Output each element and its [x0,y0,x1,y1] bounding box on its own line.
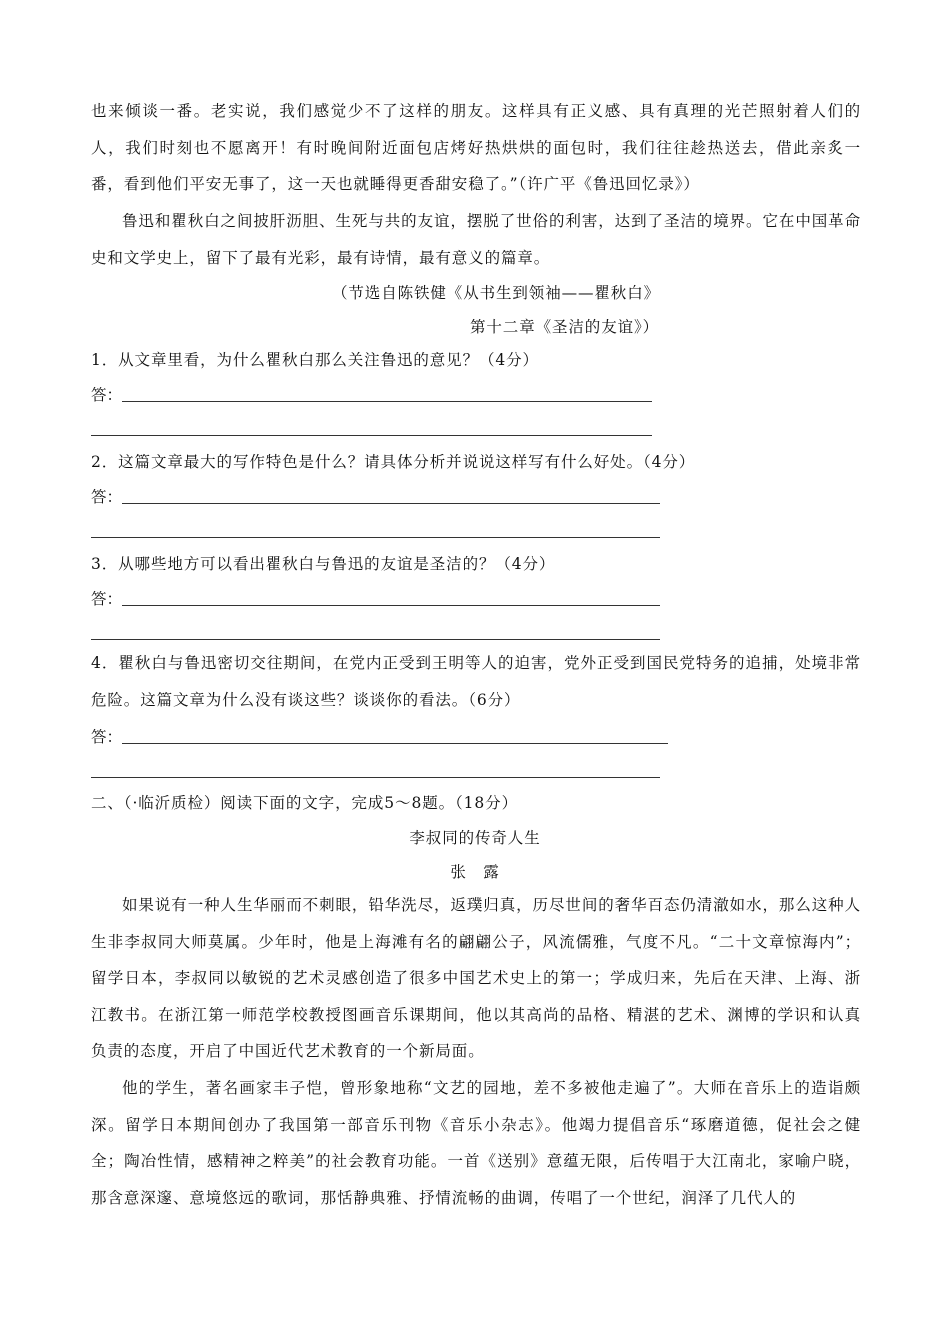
answer-line[interactable] [91,537,660,538]
question-3: 3．从哪些地方可以看出瞿秋白与鲁迅的友谊是圣洁的？（4分） [91,555,556,573]
answer-line[interactable] [91,777,660,778]
article-paragraph-2: 他的学生，著名画家丰子恺，曾形象地称“文艺的园地，差不多被他走遍了”。大师在音乐上的造诣颇深。留学日本期间创办了我国第一部音乐刊物《音乐小杂志》。他竭力提倡音乐“琢磨道德，促社会之健全；陶冶性情，感精神之粹美”的社会教育功能。一首《送别》意蕴无限，后传唱于大江南北，家喻户晓，那含意深邃、意境悠远的歌词，那恬静典雅、抒情流畅的曲调，传唱了一个世纪，润泽了几代人的 [91,1079,861,1207]
passage1-paragraph-1: 也来倾谈一番。老实说，我们感觉少不了这样的朋友。这样具有正义感、具有真理的光芒照射着人们的人，我们时刻也不愿离开！有时晚间附近面包店烤好热烘烘的面包时，我们往往趁热送去，借此亲炙一番，看到他们平安无事了，这一天也就睡得更香甜安稳了。”（许广平《鲁迅回忆录》） [91,102,861,193]
answer-line[interactable] [122,605,660,606]
answer-line[interactable] [91,639,660,640]
answer-label-1: 答： [91,386,123,404]
answer-label-2: 答： [91,488,123,506]
section-2-heading: 二、（·临沂质检）阅读下面的文字，完成5～8题。（18分） [91,794,518,812]
answer-label-3: 答： [91,590,123,608]
answer-line[interactable] [122,401,652,402]
source-citation-line-2: 第十二章《圣洁的友谊》） [470,318,660,336]
question-2: 2．这篇文章最大的写作特色是什么？请具体分析并说说这样写有什么好处。（4分） [91,453,696,471]
article-author: 张 露 [450,863,500,881]
article-paragraph-1: 如果说有一种人生华丽而不刺眼，铅华洗尽，返璞归真，历尽世间的奢华百态仍清澈如水，那么这种人生非李叔同大师莫属。少年时，他是上海滩有名的翩翩公子，风流儒雅，气度不凡。“二十文章惊海内”；留学日本，李叔同以敏锐的艺术灵感创造了很多中国艺术史上的第一；学成归来，先后在天津、上海、浙江教书。在浙江第一师范学校教授图画音乐课期间，他以其高尚的品格、精湛的艺术、渊博的学识和认真负责的态度，开启了中国近代艺术教育的一个新局面。 [91,896,861,1060]
passage1-paragraph-2: 鲁迅和瞿秋白之间披肝沥胆、生死与共的友谊，摆脱了世俗的利害，达到了圣洁的境界。它在中国革命史和文学史上，留下了最有光彩，最有诗情，最有意义的篇章。 [91,212,861,267]
source-citation-line-1: （节选自陈铁健《从书生到领袖——瞿秋白》 [332,284,661,302]
question-4: 4．瞿秋白与鲁迅密切交往期间，在党内正受到王明等人的迫害，党外正受到国民党特务的追捕，处境非常危险。这篇文章为什么没有谈这些？谈谈你的看法。（6分） [91,654,861,709]
answer-line[interactable] [122,503,660,504]
question-1: 1．从文章里看，为什么瞿秋白那么关注鲁迅的意见？（4分） [91,351,539,369]
article-title: 李叔同的传奇人生 [409,829,541,847]
answer-line[interactable] [122,743,668,744]
answer-line[interactable] [91,435,652,436]
answer-label-4: 答： [91,728,123,746]
